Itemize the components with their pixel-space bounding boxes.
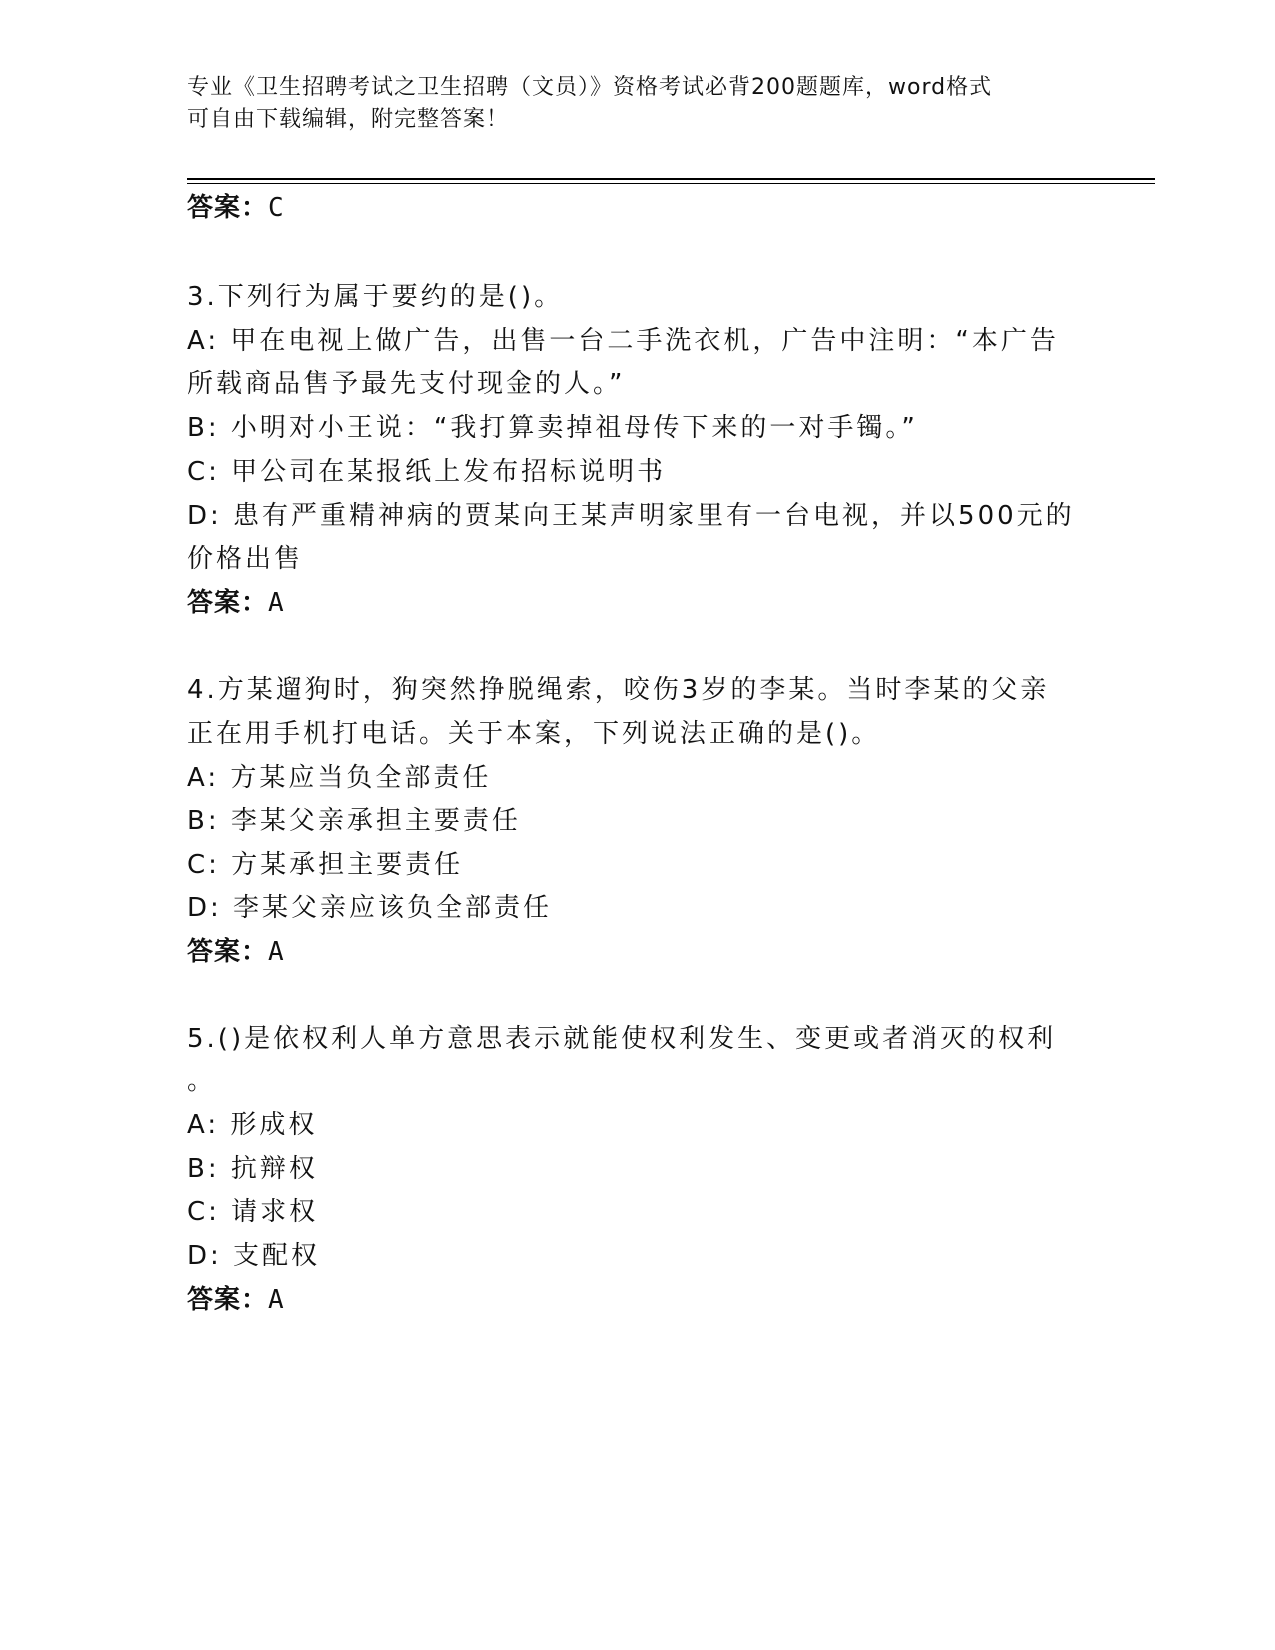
- answer-value: A: [268, 1285, 285, 1315]
- q3-option-d-line-2: 价格出售: [187, 544, 304, 574]
- q4-option-a: A: 方某应当负全部责任: [187, 763, 492, 793]
- q5-stem-line-2: 。: [187, 1066, 217, 1096]
- q3-option-a-line-2: 所载商品售予最先支付现金的人。”: [187, 369, 626, 399]
- q4-stem-line-2: 正在用手机打电话。关于本案，下列说法正确的是()。: [187, 719, 881, 749]
- header-note: [187, 72, 1067, 136]
- q3-option-c: C: 甲公司在某报纸上发布招标说明书: [187, 457, 667, 487]
- q3-option-a-line-1: A: 甲在电视上做广告，出售一台二手洗衣机，广告中注明：“本广告: [187, 326, 1059, 356]
- q5-option-b: B: 抗辩权: [187, 1154, 318, 1184]
- header-divider-thin: [187, 183, 1155, 184]
- q4-stem-line-1: 4.方某遛狗时，狗突然挣脱绳索，咬伤3岁的李某。当时李某的父亲: [187, 675, 1050, 705]
- answer-value: A: [268, 937, 285, 967]
- answer-value: C: [268, 193, 285, 223]
- q4-answer: [187, 934, 285, 970]
- answer-value: A: [268, 588, 285, 618]
- q4-option-c: C: 方某承担主要责任: [187, 850, 464, 880]
- answer-label: 答案：: [187, 937, 269, 967]
- q5-option-c: C: 请求权: [187, 1197, 319, 1227]
- header-line-1: 专业《卫生招聘考试之卫生招聘（文员）》资格考试必背200题题库，word格式: [187, 75, 993, 100]
- q4-option-d: D: 李某父亲应该负全部责任: [187, 893, 553, 923]
- q4-option-b: B: 李某父亲承担主要责任: [187, 806, 521, 836]
- answer-label: 答案：: [187, 1285, 269, 1315]
- q5-answer: [187, 1282, 285, 1318]
- q5-option-a: A: 形成权: [187, 1110, 318, 1140]
- answer-label: 答案：: [187, 588, 269, 618]
- q5-stem-line-1: 5.()是依权利人单方意思表示就能使权利发生、变更或者消灭的权利: [187, 1024, 1057, 1054]
- header-divider-thick: [187, 178, 1155, 180]
- q5-option-d: D: 支配权: [187, 1241, 321, 1271]
- answer-label: 答案：: [187, 193, 269, 223]
- q2-answer: [187, 190, 285, 226]
- q3-stem: 3.下列行为属于要约的是()。: [187, 282, 564, 312]
- q3-option-d-line-1: D: 患有严重精神病的贾某向王某声明家里有一台电视，并以500元的: [187, 501, 1075, 531]
- header-line-2: 可自由下载编辑，附完整答案！: [187, 107, 510, 132]
- q3-option-b: B: 小明对小王说：“我打算卖掉祖母传下来的一对手镯。”: [187, 413, 918, 443]
- q3-answer: [187, 585, 285, 621]
